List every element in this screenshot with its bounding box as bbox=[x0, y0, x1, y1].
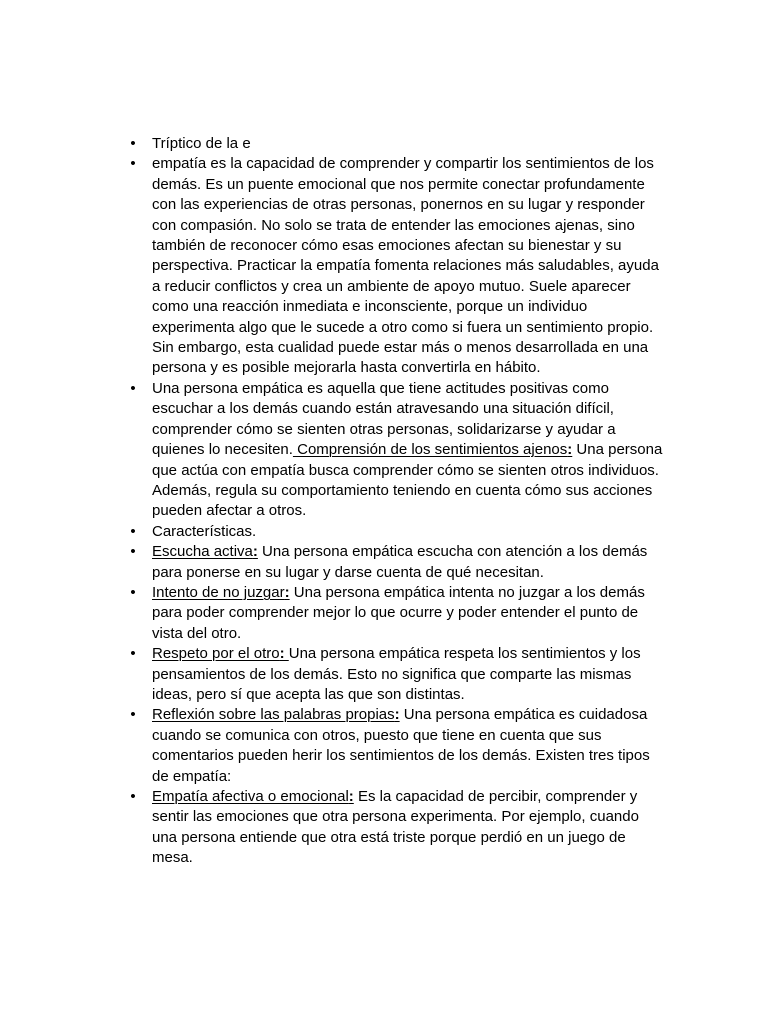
bullet-icon: • bbox=[130, 522, 136, 540]
item-text: Tríptico de la e bbox=[152, 135, 251, 152]
item-text-before: Una persona empática es aquella que tiene actitudes positivas como escuchar a los demás cuando están atravesando una situación difícil, comprender cómo se sienten otras personas, solidarizarse y ayudar a quienes lo necesiten. bbox=[152, 379, 616, 459]
list-item-definition bbox=[130, 154, 664, 378]
underlined-term: Intento de no juzgar bbox=[152, 583, 285, 601]
bullet-icon: • bbox=[130, 543, 136, 561]
bullet-icon: • bbox=[130, 583, 136, 601]
list-item-characteristics-heading bbox=[130, 522, 664, 542]
list-item-affective-empathy bbox=[130, 787, 664, 869]
item-text-after: Una persona empática es cuidadosa cuando se comunica con otros, puesto que tiene en cuenta que sus comentarios pueden herir los sentimientos de los demás. Existen tres tipos de empatía: bbox=[152, 706, 650, 785]
item-text-after: Una persona empática respeta los sentimientos y los pensamientos de los demás. Esto no significa que comparte las mismas ideas, pero sí que acepta las que son distintas. bbox=[152, 645, 641, 703]
bullet-icon: • bbox=[130, 645, 136, 663]
underlined-term: Comprensión de los sentimientos ajenos bbox=[292, 441, 568, 459]
item-text-after: Una persona que actúa con empatía busca comprender cómo se sienten otros individuos. Además, regula su comportamiento teniendo en cuenta cómo sus acciones pueden afectar a otros. bbox=[152, 441, 663, 520]
term-colon: : bbox=[279, 645, 289, 663]
item-text: empatía es la capacidad de comprender y compartir los sentimientos de los demás. Es un puente emocional que nos permite conectar profundamente con las experiencias de otras personas, ponernos en su lugar y responder con compasión. No solo se trata de entender las emociones ajenas, sino también de reconocer cómo esas emociones afectan su bienestar y su perspectiva. Practicar la empatía fomenta relaciones más saludables, ayuda a reducir conflictos y crea un ambiente de apoyo mutuo. Suele aparecer como una reacción inmediata e inconsciente, porque un individuo experimenta algo que le sucede a otro como si fuera un sentimiento propio. Sin embargo, esta cualidad puede estar más o menos desarrollada en una persona y es posible mejorarla hasta convertirla en hábito. bbox=[152, 155, 659, 377]
underlined-term: Reflexión sobre las palabras propias bbox=[152, 706, 395, 724]
term-colon: : bbox=[567, 441, 573, 459]
term-colon: : bbox=[284, 583, 290, 601]
bullet-icon: • bbox=[130, 706, 136, 724]
bullet-icon: • bbox=[130, 155, 136, 173]
bullet-icon: • bbox=[130, 135, 136, 152]
item-text-after: Una persona empática intenta no juzgar a los demás para poder comprender mejor lo que ocurre y poder entender el punto de vista del otro. bbox=[152, 583, 645, 642]
list-item-reflection bbox=[130, 705, 664, 787]
term-colon: : bbox=[252, 543, 258, 561]
list-item-respect bbox=[130, 644, 664, 705]
list-item-active-listening bbox=[130, 542, 664, 583]
list-item-empathic-person bbox=[130, 379, 664, 522]
list-item-title bbox=[130, 134, 664, 154]
item-text-after: Una persona empática escucha con atención a los demás para ponerse en su lugar y darse cuenta de qué necesitan. bbox=[152, 543, 648, 581]
underlined-term: Empatía afectiva o emocional bbox=[152, 788, 349, 805]
term-colon: : bbox=[394, 706, 400, 724]
bullet-icon: • bbox=[130, 788, 136, 805]
item-text: Características. bbox=[152, 522, 257, 540]
term-colon: : bbox=[348, 788, 354, 805]
list-item-not-judging bbox=[130, 583, 664, 644]
item-text-after: Es la capacidad de percibir, comprender y sentir las emociones que otra persona experimenta. Por ejemplo, cuando una persona entiende que otra está triste porque perdió en un juego de mesa. bbox=[152, 788, 639, 867]
bullet-icon: • bbox=[130, 379, 136, 397]
underlined-term: Respeto por el otro bbox=[152, 645, 280, 663]
bullet-list bbox=[130, 134, 664, 869]
underlined-term: Escucha activa bbox=[152, 543, 253, 561]
